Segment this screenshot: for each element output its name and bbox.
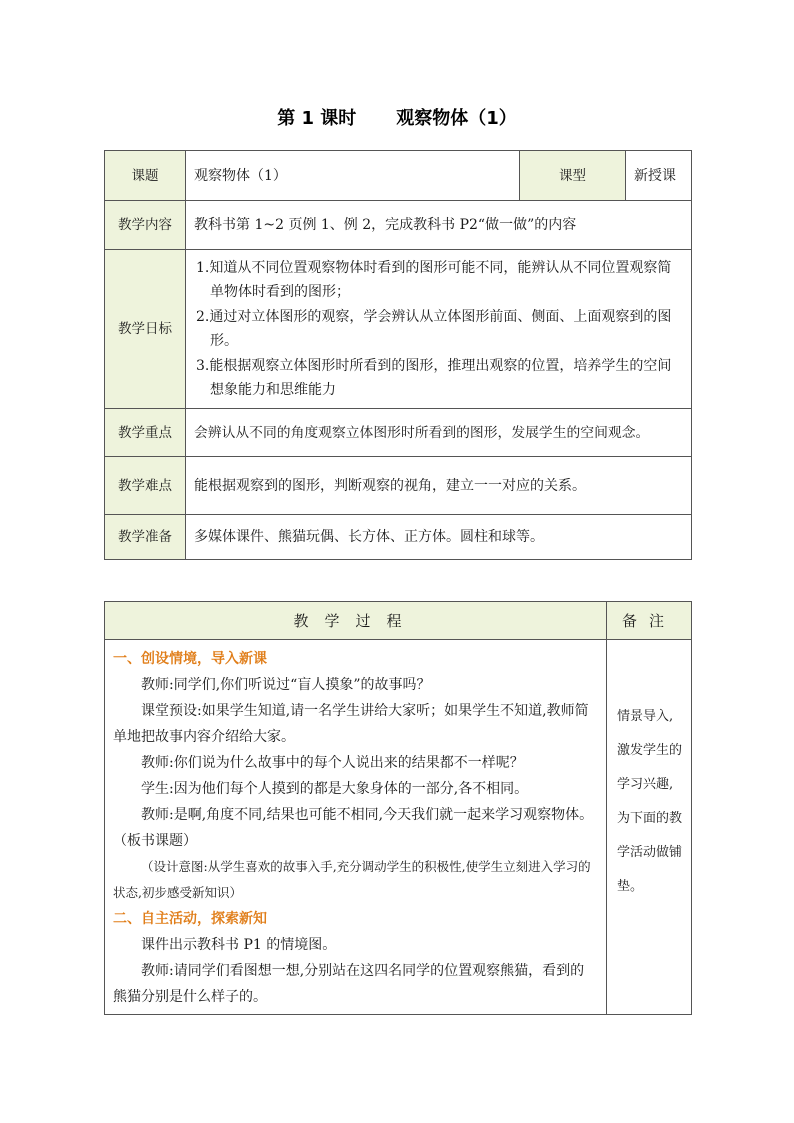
process-line: 教师:同学们,你们听说过“盲人摸象”的故事吗？ [141,677,431,693]
teaching-process-table [104,601,692,1015]
goal-item: 3.能根据观察立体图形时所看到的图形，推理出观察的位置，培养学生的空间想象能力和思维能力 [196,357,672,398]
row-prep [105,515,692,560]
goals-label: 教学日标 [105,250,186,409]
goal-item: 2.通过对立体图形的观察，学会辨认从立体图形前面、侧面、上面观察到的图形。 [196,308,672,349]
topic-value: 观察物体（1） [186,151,520,201]
goals-list [186,250,692,409]
prep-label: 教学准备 [105,515,186,560]
row-content [105,201,692,250]
process-body-row [105,640,692,1015]
process-line: 学生:因为他们每个人摸到的都是大象身体的一部分,各不相同。 [141,781,529,797]
row-difficulty [105,457,692,515]
process-line: 教师:请同学们看图想一想,分别站在这四名同学的位置观察熊猫，看到的熊猫分别是什么样子的。 [113,963,585,1005]
prep-value: 多媒体课件、熊猫玩偶、长方体、正方体。圆柱和球等。 [186,515,692,560]
process-header-row [105,602,692,640]
process-line: 教师:你们说为什么故事中的每个人说出来的结果都不一样呢？ [141,755,524,771]
design-note: （设计意图:从学生喜欢的故事入手,充分调动学生的积极性,使学生立刻进入学习的状态,初步感受新知识） [113,859,591,900]
title-topic: 观察物体（1） [396,108,517,129]
row-key [105,409,692,457]
page-title [0,104,794,130]
difficulty-label: 教学难点 [105,457,186,515]
process-line: 教师:是啊,角度不同,结果也可能不相同,今天我们就一起来学习观察物体。（板书课题） [113,807,594,849]
process-line: 课件出示教科书 P1 的情境图。 [141,937,337,953]
content-value: 教科书第 1~2 页例 1、例 2，完成教科书 P2“做一做”的内容 [186,201,692,250]
title-lesson: 第 1 课时 [277,108,357,129]
lesson-info-table [104,150,692,560]
section-title: 二、自主活动，探索新知 [113,911,267,927]
topic-label: 课题 [105,151,186,201]
type-value: 新授课 [626,151,692,201]
remark-header: 备注 [607,602,692,640]
section-title: 一、创设情境，导入新课 [113,651,267,667]
difficulty-value: 能根据观察到的图形，判断观察的视角，建立一一对应的关系。 [186,457,692,515]
key-value: 会辨认从不同的角度观察立体图形时所看到的图形，发展学生的空间观念。 [186,409,692,457]
goal-item: 1.知道从不同位置观察物体时看到的图形可能不同，能辨认从不同位置观察简单物体时看到的图形； [196,259,672,300]
type-label: 课型 [520,151,626,201]
process-content [105,640,607,1015]
remark-text: 情景导入,激发学生的学习兴趣,为下面的教学活动做铺垫。 [607,640,692,1015]
row-topic [105,151,692,201]
process-header: 教学过程 [105,602,607,640]
process-line: 课堂预设:如果学生知道,请一名学生讲给大家听；如果学生不知道,教师简单地把故事内容介绍给大家。 [113,703,589,745]
row-goals [105,250,692,409]
content-label: 教学内容 [105,201,186,250]
key-label: 教学重点 [105,409,186,457]
